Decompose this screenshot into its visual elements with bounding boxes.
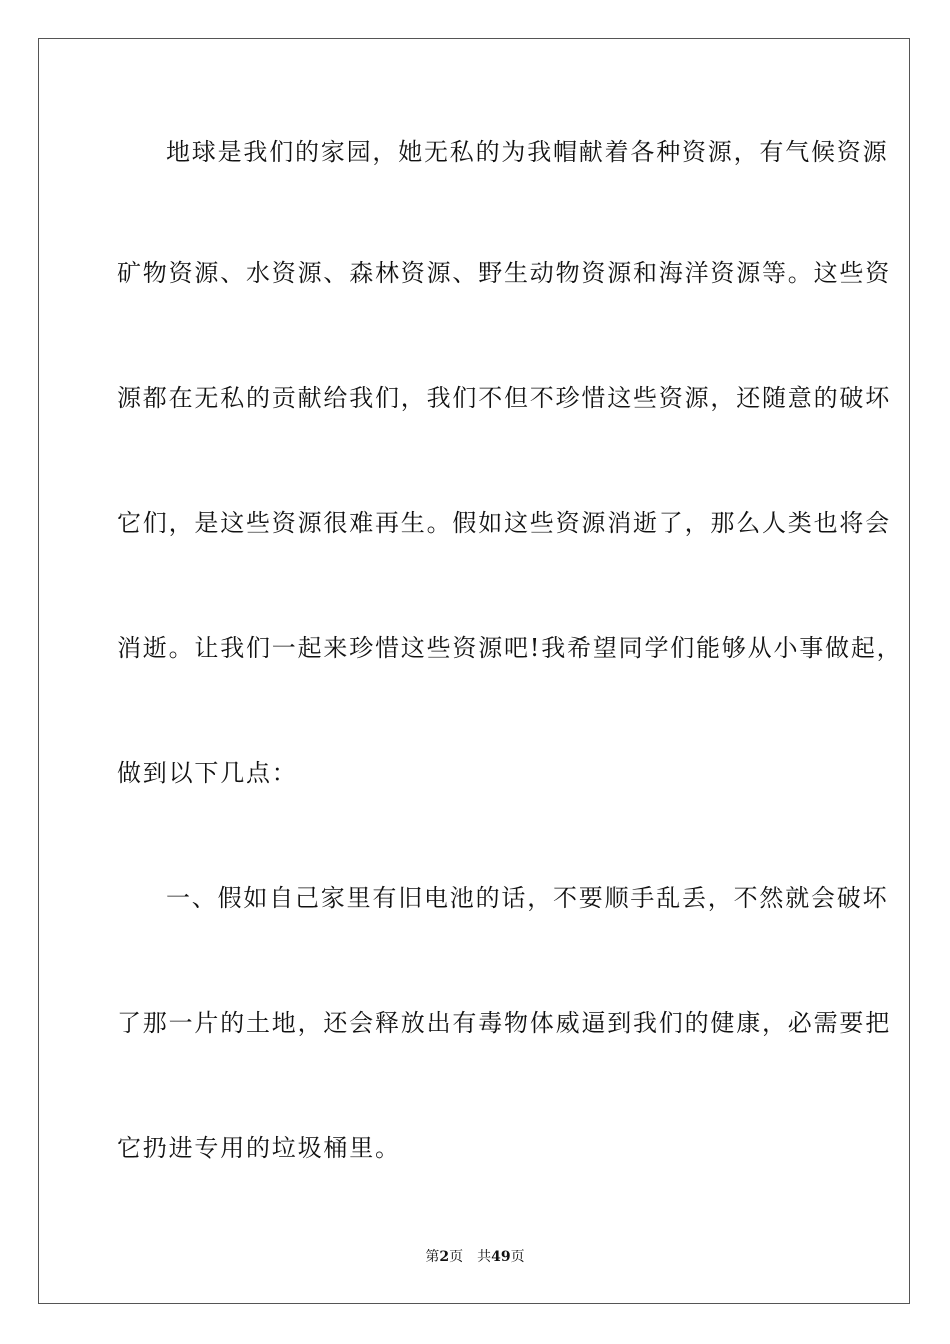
total-suffix: 页	[510, 1249, 525, 1265]
paragraph-line-8: 了那一片的土地，还会释放出有毒物体威逼到我们的健康，必需要把	[117, 1009, 891, 1037]
page-suffix: 页	[449, 1249, 464, 1265]
paragraph-line-5: 消逝。让我们一起来珍惜这些资源吧!我希望同学们能够从小事做起，	[117, 634, 903, 662]
paragraph-line-9: 它扔进专用的垃圾桶里。	[117, 1134, 401, 1162]
paragraph-line-6: 做到以下几点：	[117, 759, 298, 787]
page-number: 2	[439, 1249, 450, 1265]
paragraph-line-7: 一、假如自己家里有旧电池的话，不要顺手乱丢，不然就会破坏	[166, 884, 889, 912]
paragraph-line-3: 源都在无私的贡献给我们，我们不但不珍惜这些资源，还随意的破坏	[117, 384, 891, 412]
paragraph-line-2: 矿物资源、水资源、森林资源、野生动物资源和海洋资源等。这些资	[117, 259, 891, 287]
paragraph-line-4: 它们，是这些资源很难再生。假如这些资源消逝了，那么人类也将会	[117, 509, 891, 537]
total-prefix: 共	[477, 1249, 492, 1265]
page-prefix: 第	[425, 1249, 440, 1265]
page-footer	[0, 1248, 950, 1266]
total-pages: 49	[491, 1249, 511, 1265]
page-frame	[38, 38, 910, 1304]
paragraph-line-1: 地球是我们的家园，她无私的为我帽献着各种资源，有气候资源	[166, 138, 889, 166]
